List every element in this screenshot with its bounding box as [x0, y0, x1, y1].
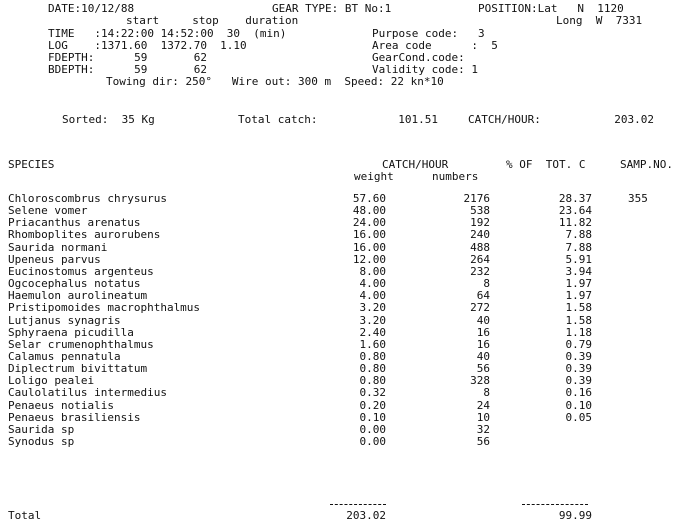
percent-value: 1.97 [565, 277, 592, 290]
numbers-value: 8 [483, 386, 490, 399]
numbers-value: 264 [470, 253, 490, 266]
towing-line: Towing dir: 250° Wire out: 300 m Speed: 22 kn*10 [106, 75, 444, 88]
percent-value: 3.94 [565, 265, 592, 278]
numbers-value: 16 [476, 326, 490, 339]
weight-value: 24.00 [352, 216, 386, 229]
sample-number-value: 355 [628, 192, 648, 205]
weight-value: 0.20 [359, 399, 386, 412]
bdepth-line: BDEPTH: 59 62 [48, 63, 207, 76]
species-name: Diplectrum bivittatum [8, 362, 148, 375]
numbers-value: 538 [470, 204, 490, 217]
percent-value: 1.18 [565, 326, 592, 339]
percent-value: 11.82 [558, 216, 592, 229]
numbers-subheader: numbers [432, 170, 479, 183]
species-name: Rhomboplites aurorubens [8, 228, 161, 241]
column-heads: start stop duration [126, 14, 299, 27]
species-name: Sphyraena picudilla [8, 326, 134, 339]
weight-value: 8.00 [359, 265, 386, 278]
species-name: Loligo pealei [8, 374, 95, 387]
percent-value: 1.58 [565, 314, 592, 327]
weight-value: 0.80 [359, 362, 386, 375]
purpose-code: Purpose code: 3 [372, 27, 485, 40]
percent-value: 23.64 [558, 204, 592, 217]
species-name: Haemulon aurolineatum [8, 289, 148, 302]
sorted-weight: Sorted: 35 Kg [62, 113, 155, 126]
species-name: Eucinostomus argenteus [8, 265, 154, 278]
percent-value: 28.37 [558, 192, 592, 205]
numbers-value: 488 [470, 241, 490, 254]
weight-value: 2.40 [359, 326, 386, 339]
weight-value: 4.00 [359, 289, 386, 302]
percent-value: 1.97 [565, 289, 592, 302]
percent-value: 0.79 [565, 338, 592, 351]
weight-value: 0.80 [359, 374, 386, 387]
area-code: Area code : 5 [372, 39, 498, 52]
catch-hour-header: CATCH/HOUR [382, 158, 449, 171]
numbers-value: 56 [476, 362, 490, 375]
position-lat: POSITION:Lat N 1120 [478, 2, 624, 15]
total-catch-label: Total catch: [238, 113, 318, 126]
percent-value: 1.58 [565, 301, 592, 314]
percent-value: 0.16 [565, 386, 592, 399]
numbers-value: 32 [476, 423, 490, 436]
weight-value: 16.00 [352, 228, 386, 241]
percent-value: 0.10 [565, 399, 592, 412]
species-name: Priacanthus arenatus [8, 216, 141, 229]
percent-value: 0.39 [565, 374, 592, 387]
total-percent: 99.99 [558, 509, 592, 522]
gearcond-code: GearCond.code: [372, 51, 465, 64]
species-name: Penaeus brasiliensis [8, 411, 141, 424]
total-weight: 203.02 [346, 509, 386, 522]
time-line: TIME :14:22:00 14:52:00 30 (min) [48, 27, 287, 40]
numbers-value: 16 [476, 338, 490, 351]
gear-type: GEAR TYPE: BT No:1 [272, 2, 392, 15]
species-name: Penaeus notialis [8, 399, 114, 412]
numbers-value: 56 [476, 435, 490, 448]
position-long: Long W 7331 [556, 14, 643, 27]
pct-total-rule [522, 504, 588, 505]
weight-value: 0.32 [359, 386, 386, 399]
species-name: Selene vomer [8, 204, 88, 217]
numbers-value: 192 [470, 216, 490, 229]
numbers-value: 240 [470, 228, 490, 241]
weight-value: 1.60 [359, 338, 386, 351]
sample-number-header: SAMP.NO. [620, 158, 673, 171]
species-name: Calamus pennatula [8, 350, 121, 363]
weight-value: 48.00 [352, 204, 386, 217]
percent-value: 0.39 [565, 362, 592, 375]
weight-value: 16.00 [352, 241, 386, 254]
total-label: Total [8, 509, 42, 522]
numbers-value: 2176 [463, 192, 490, 205]
weight-value: 4.00 [359, 277, 386, 290]
percent-value: 7.88 [565, 241, 592, 254]
percent-value: 0.39 [565, 350, 592, 363]
species-name: Chloroscombrus chrysurus [8, 192, 167, 205]
catch-hour-value: 203.02 [614, 113, 654, 126]
weight-value: 3.20 [359, 301, 386, 314]
pct-total-header: % OF TOT. C [506, 158, 586, 171]
species-header: SPECIES [8, 158, 55, 171]
numbers-value: 328 [470, 374, 490, 387]
weight-total-rule [330, 504, 386, 505]
weight-value: 0.10 [359, 411, 386, 424]
percent-value: 0.05 [565, 411, 592, 424]
numbers-value: 232 [470, 265, 490, 278]
species-name: Ogcocephalus notatus [8, 277, 141, 290]
fdepth-line: FDEPTH: 59 62 [48, 51, 207, 64]
numbers-value: 40 [476, 350, 490, 363]
weight-subheader: weight [354, 170, 394, 183]
weight-value: 0.00 [359, 435, 386, 448]
numbers-value: 24 [476, 399, 490, 412]
numbers-value: 272 [470, 301, 490, 314]
percent-value: 7.88 [565, 228, 592, 241]
species-name: Lutjanus synagris [8, 314, 121, 327]
numbers-value: 40 [476, 314, 490, 327]
numbers-value: 10 [476, 411, 490, 424]
weight-value: 57.60 [352, 192, 386, 205]
catch-hour-label: CATCH/HOUR: [468, 113, 541, 126]
numbers-value: 64 [476, 289, 490, 302]
species-name: Synodus sp [8, 435, 75, 448]
weight-value: 3.20 [359, 314, 386, 327]
log-line: LOG :1371.60 1372.70 1.10 [48, 39, 247, 52]
species-name: Saurida sp [8, 423, 75, 436]
date-line: DATE:10/12/88 [48, 2, 135, 15]
validity-code: Validity code: 1 [372, 63, 478, 76]
total-catch-value: 101.51 [398, 113, 438, 126]
species-name: Saurida normani [8, 241, 108, 254]
species-name: Pristipomoides macrophthalmus [8, 301, 201, 314]
species-name: Selar crumenophthalmus [8, 338, 154, 351]
percent-value: 5.91 [565, 253, 592, 266]
species-name: Upeneus parvus [8, 253, 101, 266]
weight-value: 0.80 [359, 350, 386, 363]
weight-value: 0.00 [359, 423, 386, 436]
weight-value: 12.00 [352, 253, 386, 266]
numbers-value: 8 [483, 277, 490, 290]
species-name: Caulolatilus intermedius [8, 386, 167, 399]
